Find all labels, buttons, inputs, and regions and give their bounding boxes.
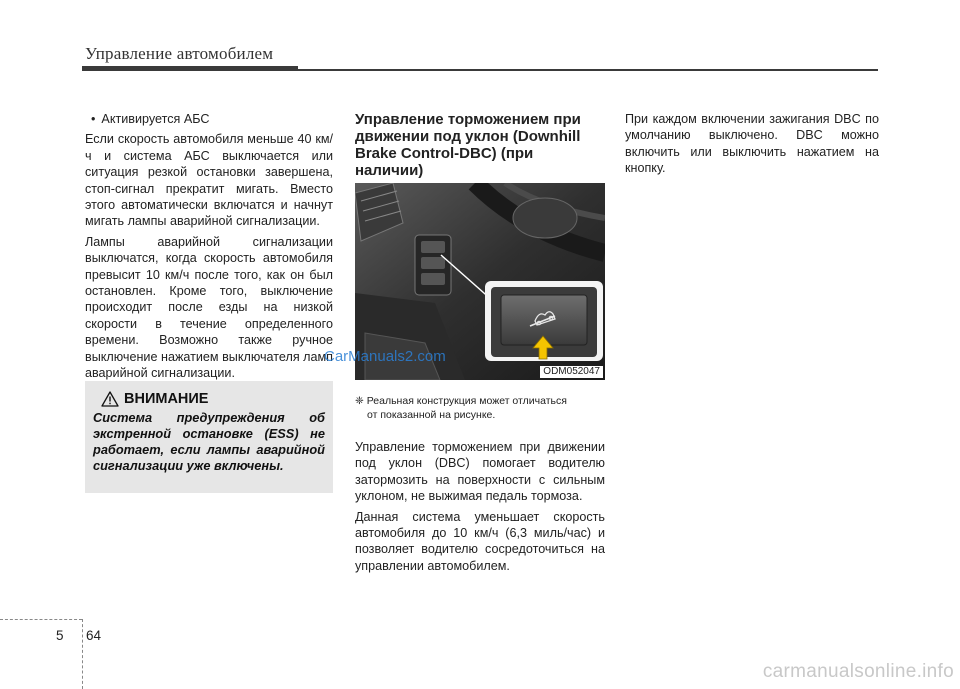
column2-paragraph-1: Управление торможением при движении под уклон (DBC) помогает водителю затормозить на поверхности с сильным уклоном, не выжимая педаль тормоза.	[355, 440, 605, 504]
warning-title: ВНИМАНИЕ	[124, 391, 209, 407]
warning-text: Система предупреждения об экстренной остановке (ESS) не работает, если лампы аварийной сигнализации уже включены.	[93, 410, 325, 473]
note-line-1: Реальная конструкция может отличаться	[366, 395, 567, 407]
column1-paragraph-2: Лампы аварийной сигнализации выключатся, когда скорость автомобиля превысит 10 км/ч после того, как он был остановлен. Кроме того, выключение происходит после езды на низкой скорости в течение определенного времени. Возможно также ручное выключение нажатием выключателя ламп аварийной сигнализации.	[85, 234, 333, 381]
bullet-dot-icon: •	[91, 112, 96, 126]
figure-note	[355, 394, 607, 422]
section-heading-dbc: Управление торможением при движении под уклон (Downhill Brake Control-DBC) (при наличии)	[355, 111, 581, 179]
bullet-item: • Активируется АБС	[91, 112, 210, 126]
switch-cluster	[415, 235, 451, 295]
figure-code: ODM052047	[540, 366, 603, 378]
footer-rule	[0, 619, 82, 620]
page-number: 64	[86, 628, 102, 643]
zoom-inset	[485, 281, 603, 361]
column-2	[355, 111, 605, 185]
header-rule-thin	[298, 69, 878, 71]
column-3	[625, 111, 879, 181]
column-1	[85, 111, 333, 386]
note-symbol: ❈	[355, 395, 364, 407]
header-rule-thick	[82, 66, 298, 71]
column2-paragraph-2: Данная система уменьшает скорость автомобиля до 10 км/ч (6,3 миль/час) и позволяет водителю сосредоточиться на управлении автомобилем.	[355, 509, 605, 573]
note-line-2: от показанной на рисунке.	[367, 409, 496, 421]
corner-watermark: carmanualsonline.info	[762, 661, 954, 682]
column1-paragraph-1: Если скорость автомобиля меньше 40 км/ч и система АБС выключается или ситуация резкой остановки завершена, стоп-сигнал прекратит мигать. Вместо этого автоматически включатся и начнут мигать лампы аварийной сигнализации.	[85, 132, 333, 229]
footer-divider	[82, 619, 83, 689]
warning-triangle-icon	[101, 391, 119, 407]
warning-heading	[101, 391, 325, 407]
warning-box	[85, 381, 333, 493]
inline-watermark: CarManuals2.com	[324, 348, 446, 365]
column-2-body	[355, 439, 605, 578]
page-header-title: Управление автомобилем	[85, 44, 274, 63]
chapter-number: 5	[56, 628, 64, 643]
column3-paragraph-1: При каждом включении зажигания DBC по умолчанию выключено. DBC можно включить или выключить нажатием на кнопку.	[625, 112, 879, 176]
